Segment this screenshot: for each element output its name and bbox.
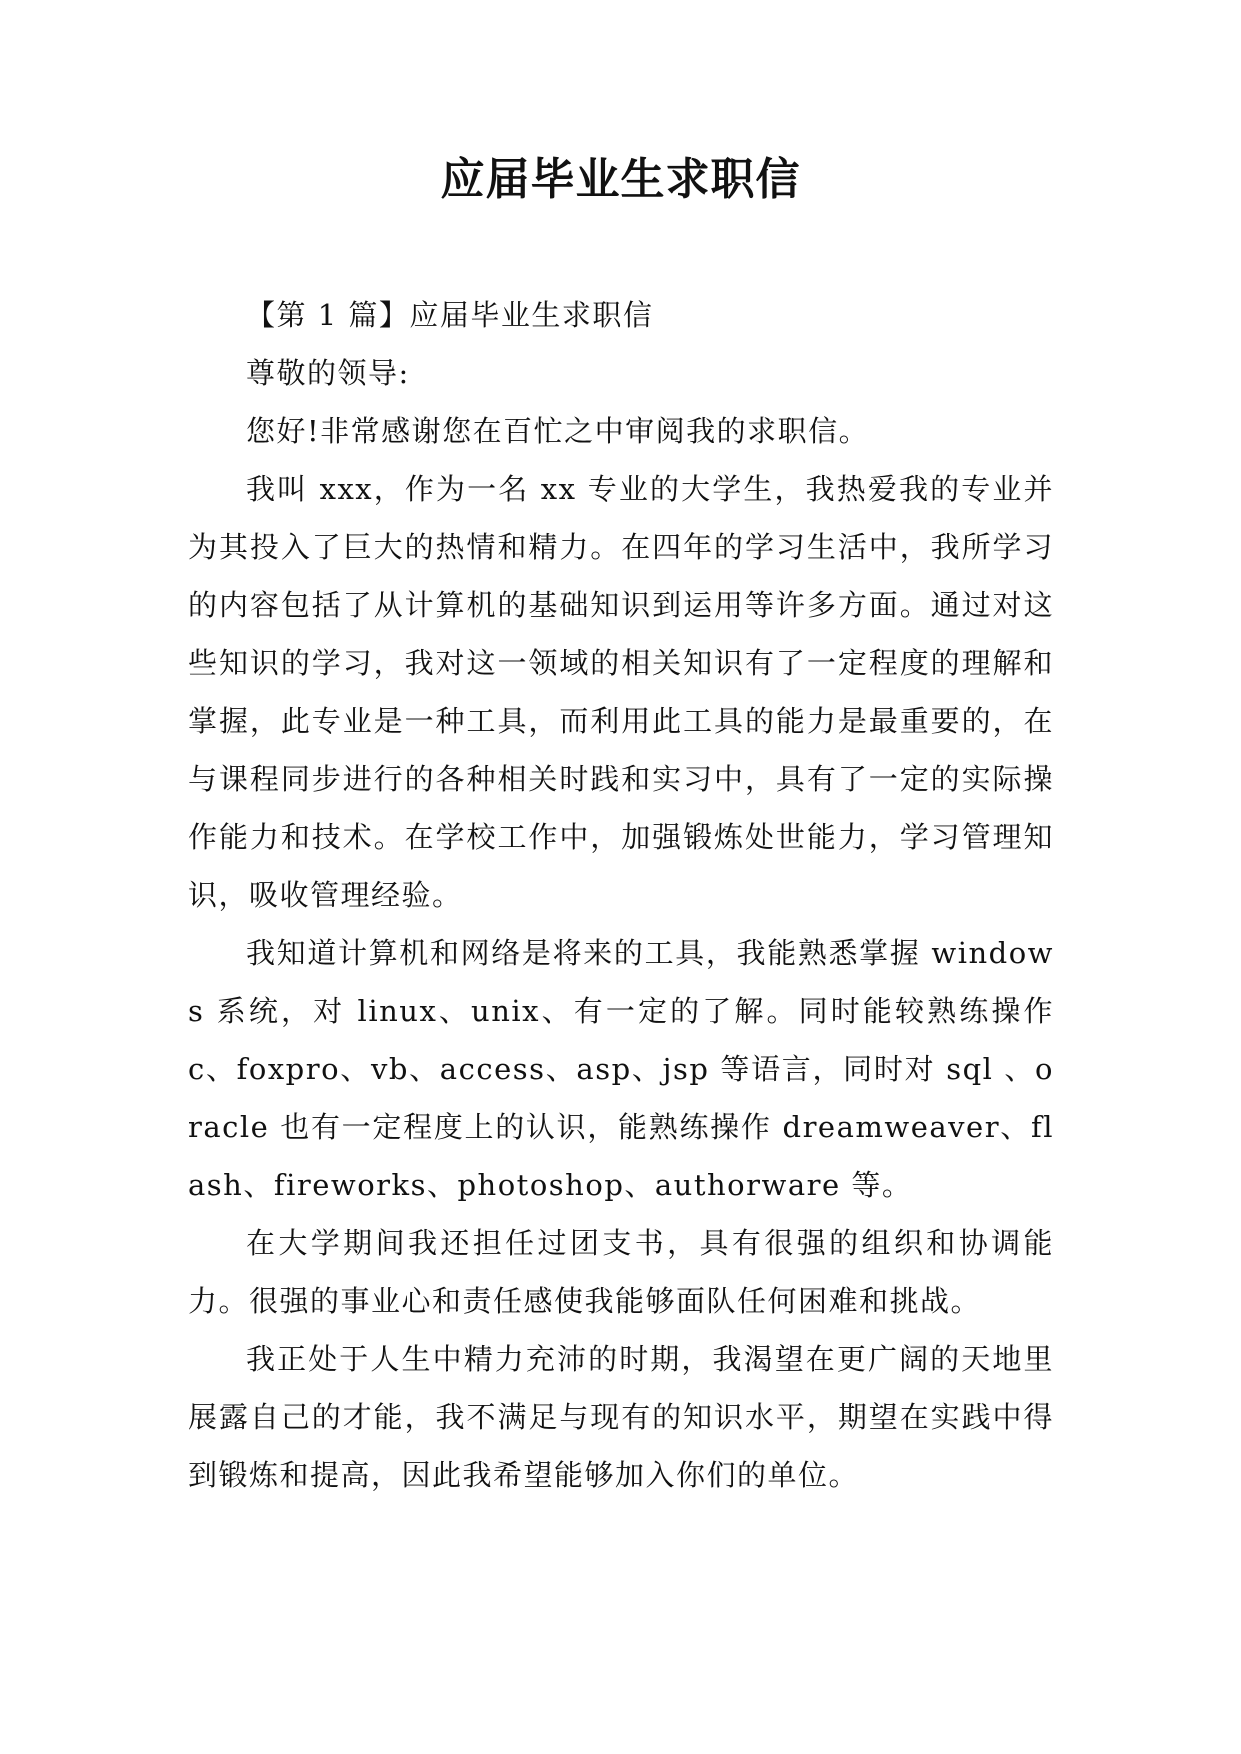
greeting: 您好!非常感谢您在百忙之中审阅我的求职信。: [246, 414, 870, 448]
section-heading: 【第 1 篇】应届毕业生求职信: [246, 298, 654, 332]
document-title: 应届毕业生求职信: [440, 154, 801, 205]
paragraph-introduction: 我叫 xxx，作为一名 xx 专业的大学生，我热爱我的专业并为其投入了巨大的热情和精力。在四年的学习生活中，我所学习的内容包括了从计算机的基础知识到运用等许多方面。通过对这些知识的学习，我对这一领域的相关知识有了一定程度的理解和掌握，此专业是一种工具，而利用此工具的能力是最重要的，在与课程同步进行的各种相关时践和实习中，具有了一定的实际操作能力和技术。在学校工作中，加强锻炼处世能力，学习管理知识，吸收管理经验。: [188, 472, 1054, 912]
salutation: 尊敬的领导:: [246, 356, 410, 390]
paragraph-aspiration: 我正处于人生中精力充沛的时期，我渴望在更广阔的天地里展露自己的才能，我不满足与现有的知识水平，期望在实践中得到锻炼和提高，因此我希望能够加入你们的单位。: [188, 1342, 1054, 1492]
paragraph-skills: 我知道计算机和网络是将来的工具，我能熟悉掌握 windows 系统，对 linux、unix、有一定的了解。同时能较熟练操作 c、foxpro、vb、access、asp、jsp 等语言，同时对 sql 、oracle 也有一定程度上的认识，能熟练操作 dreamweaver、flash、fireworks、photoshop、authorware 等。: [188, 936, 1054, 1202]
paragraph-experience: 在大学期间我还担任过团支书，具有很强的组织和协调能力。很强的事业心和责任感使我能够面队任何困难和挑战。: [188, 1226, 1054, 1318]
document-body: [188, 286, 1054, 1504]
